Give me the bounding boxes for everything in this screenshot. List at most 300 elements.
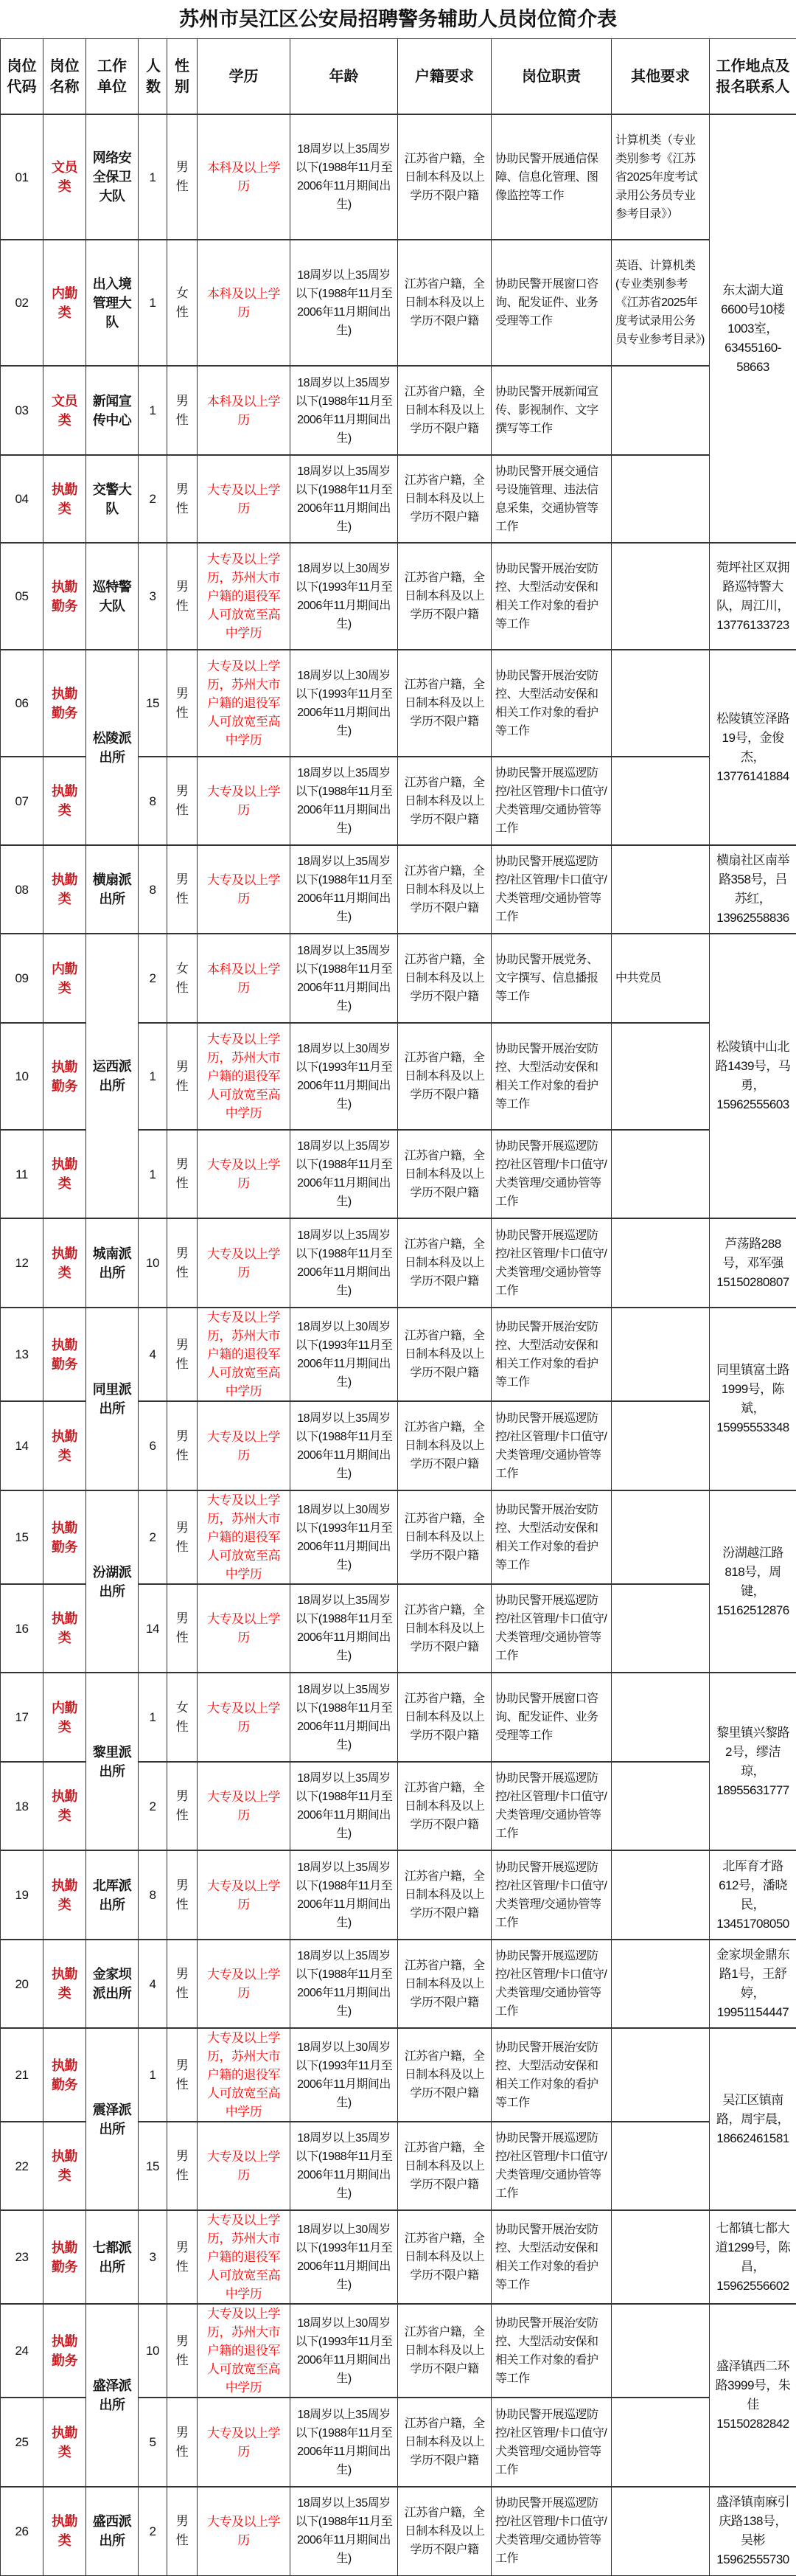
- headcount: 15: [146, 2159, 159, 2173]
- gender: 男性: [176, 394, 189, 427]
- education-cell: [198, 1762, 290, 1850]
- education: 大专及以上学历: [207, 873, 280, 906]
- work-location-contact: 汾湖越江路818号，周键，15162512876: [716, 1546, 789, 1617]
- table-row: [1, 2028, 796, 2122]
- position-name: 执勤类: [52, 482, 77, 516]
- position-name-cell: [43, 1940, 86, 2028]
- hukou-requirement-cell: [398, 240, 492, 366]
- hukou-requirement: 江苏省户籍，全日制本科及以上学历不限户籍: [405, 777, 485, 826]
- age-requirement: 18周岁以上30周岁以下(1993年11月至2006年11月期间出生): [296, 2223, 393, 2291]
- position-code-cell: [1, 1850, 43, 1940]
- position-code: 01: [15, 170, 29, 184]
- job-duty: 协助民警开展治安防控、大型活动安保和相关工作对象的看护等工作: [495, 2041, 598, 2109]
- gender: 男性: [176, 784, 189, 817]
- table-row: [1, 1218, 796, 1308]
- header-code: 岗位代码: [1, 39, 43, 115]
- page-title: 苏州市吴江区公安局招聘警务辅助人员岗位简介表: [0, 0, 796, 38]
- position-code: 24: [15, 2344, 29, 2358]
- age-requirement-cell: [290, 757, 398, 845]
- work-location-contact: 芦荡路288号，邓军强15150280807: [716, 1237, 789, 1289]
- job-duty: 协助民警开展巡逻防控/社区管理/卡口值守/犬类管理/交通协管等工作: [495, 1594, 607, 1662]
- work-unit: 城南派出所: [93, 1246, 132, 1280]
- position-code: 08: [15, 883, 29, 897]
- hukou-requirement-cell: [398, 1762, 492, 1850]
- other-requirement-cell: [612, 1584, 710, 1673]
- work-unit: 盛泽派出所: [93, 2378, 132, 2412]
- age-requirement-cell: [290, 1401, 398, 1490]
- work-location-contact: 松陵镇中山北路1439号，马勇，15962555603: [716, 1040, 791, 1111]
- table-row: [1, 650, 796, 757]
- position-code: 20: [15, 1977, 29, 1991]
- age-requirement-cell: [290, 1130, 398, 1218]
- work-unit-cell: [86, 366, 139, 455]
- job-duty-cell: [492, 114, 612, 240]
- position-code: 23: [15, 2250, 29, 2264]
- hukou-requirement: 江苏省户籍，全日制本科及以上学历不限户籍: [405, 1604, 485, 1653]
- work-unit: 出入境管理大队: [93, 277, 132, 330]
- hukou-requirement-cell: [398, 1850, 492, 1940]
- education-cell: [198, 1401, 290, 1490]
- other-requirement-cell: [612, 934, 710, 1023]
- position-name: 执勤勤务: [52, 580, 77, 614]
- gender: 男性: [176, 2514, 189, 2547]
- job-duty-cell: [492, 1584, 612, 1673]
- job-duty-cell: [492, 2210, 612, 2304]
- header-hukou: 户籍要求: [398, 39, 492, 115]
- hukou-requirement: 江苏省户籍，全日制本科及以上学历不限户籍: [405, 2507, 485, 2556]
- hukou-requirement: 江苏省户籍，全日制本科及以上学历不限户籍: [405, 1693, 485, 1742]
- position-name: 内勤类: [52, 286, 77, 320]
- headcount: 1: [150, 403, 156, 417]
- headcount: 15: [146, 696, 159, 710]
- education: 大专及以上学历: [207, 1247, 280, 1280]
- headcount-cell: [139, 650, 167, 757]
- gender-cell: [167, 1130, 198, 1218]
- gender-cell: [167, 240, 198, 366]
- position-name: 执勤勤务: [52, 1521, 77, 1555]
- position-code-cell: [1, 650, 43, 757]
- headcount-cell: [139, 114, 167, 240]
- headcount: 6: [150, 1439, 156, 1453]
- header-duty: 岗位职责: [492, 39, 612, 115]
- job-duty-cell: [492, 1023, 612, 1130]
- gender-cell: [167, 650, 198, 757]
- position-name-cell: [43, 114, 86, 240]
- table-row: [1, 934, 796, 1023]
- header-education: 学历: [198, 39, 290, 115]
- gender-cell: [167, 934, 198, 1023]
- age-requirement-cell: [290, 1762, 398, 1850]
- work-location-contact-cell: [710, 934, 796, 1218]
- education: 大专及以上学历: [207, 1879, 280, 1912]
- headcount-cell: [139, 2210, 167, 2304]
- age-requirement: 18周岁以上35周岁以下(1988年11月至2006年11月期间出生): [296, 2132, 393, 2200]
- position-code: 10: [15, 1069, 29, 1083]
- work-location-contact: 同里镇富土路1999号，陈斌，15995553348: [716, 1363, 789, 1434]
- work-unit: 松陵派出所: [93, 731, 132, 765]
- work-unit-cell: [86, 1850, 139, 1940]
- age-requirement: 18周岁以上35周岁以下(1988年11月至2006年11月期间出生): [296, 465, 393, 533]
- gender: 男性: [176, 1878, 189, 1912]
- education-cell: [198, 1673, 290, 1762]
- position-code: 06: [15, 696, 29, 710]
- position-code: 12: [15, 1256, 29, 1270]
- age-requirement-cell: [290, 455, 398, 543]
- age-requirement-cell: [290, 543, 398, 650]
- work-location-contact-cell: [710, 1218, 796, 1308]
- work-unit: 黎里派出所: [93, 1745, 132, 1779]
- education: 大专及以上学历: [207, 785, 280, 817]
- headcount: 5: [150, 2435, 156, 2449]
- work-location-contact-cell: [710, 2028, 796, 2210]
- hukou-requirement-cell: [398, 1584, 492, 1673]
- other-requirement-cell: [612, 114, 710, 240]
- hukou-requirement-cell: [398, 757, 492, 845]
- position-name: 执勤类: [52, 1157, 77, 1191]
- hukou-requirement-cell: [398, 543, 492, 650]
- job-duty: 协助民警开展巡逻防控/社区管理/卡口值守/犬类管理/交通协管等工作: [495, 1229, 607, 1297]
- position-code: 26: [15, 2524, 29, 2538]
- job-duty: 协助民警开展巡逻防控/社区管理/卡口值守/犬类管理/交通协管等工作: [495, 855, 607, 923]
- hukou-requirement: 江苏省户籍，全日制本科及以上学历不限户籍: [405, 2050, 485, 2100]
- age-requirement: 18周岁以上35周岁以下(1988年11月至2006年11月期间出生): [296, 767, 393, 835]
- work-unit: 震泽派出所: [93, 2103, 132, 2136]
- job-duty: 协助民警开展巡逻防控/社区管理/卡口值守/犬类管理/交通协管等工作: [495, 2132, 607, 2200]
- age-requirement: 18周岁以上30周岁以下(1993年11月至2006年11月期间出生): [296, 670, 393, 737]
- headcount-cell: [139, 2398, 167, 2487]
- education-cell: [198, 757, 290, 845]
- headcount: 8: [150, 794, 156, 808]
- work-unit-cell: [86, 1673, 139, 1850]
- age-requirement-cell: [290, 2398, 398, 2487]
- education-cell: [198, 1130, 290, 1218]
- position-name-cell: [43, 2398, 86, 2487]
- hukou-requirement: 江苏省户籍，全日制本科及以上学历不限户籍: [405, 1513, 485, 1562]
- gender-cell: [167, 845, 198, 934]
- age-requirement-cell: [290, 1218, 398, 1308]
- table-row: [1, 1673, 796, 1762]
- education: 大专及以上学历: [207, 1701, 280, 1734]
- headcount-cell: [139, 1762, 167, 1850]
- position-name: 执勤类: [52, 1789, 77, 1823]
- education: 大专及以上学历: [207, 483, 280, 515]
- headcount: 10: [146, 2344, 159, 2358]
- hukou-requirement: 江苏省户籍，全日制本科及以上学历不限户籍: [405, 572, 485, 621]
- job-duty: 协助民警开展巡逻防控/社区管理/卡口值守/犬类管理/交通协管等工作: [495, 2497, 607, 2565]
- job-duty: 协助民警开展窗口咨询、配发证件、业务受理等工作: [495, 1693, 598, 1742]
- job-duty-cell: [492, 543, 612, 650]
- work-location-contact-cell: [710, 1308, 796, 1490]
- gender-cell: [167, 2487, 198, 2575]
- gender: 男性: [176, 160, 189, 193]
- headcount-cell: [139, 934, 167, 1023]
- education-cell: [198, 650, 290, 757]
- headcount-cell: [139, 1308, 167, 1401]
- work-unit-cell: [86, 455, 139, 543]
- work-location-contact-cell: [710, 2487, 796, 2575]
- job-duty: 协助民警开展党务、文字撰写、信息播报等工作: [495, 954, 598, 1003]
- position-name-cell: [43, 934, 86, 1023]
- job-duty: 协助民警开展治安防控、大型活动安保和相关工作对象的看护等工作: [495, 2317, 598, 2385]
- other-requirement-cell: [612, 366, 710, 455]
- age-requirement: 18周岁以上35周岁以下(1988年11月至2006年11月期间出生): [296, 855, 393, 923]
- headcount-cell: [139, 1401, 167, 1490]
- hukou-requirement-cell: [398, 1490, 492, 1584]
- age-requirement: 18周岁以上35周岁以下(1988年11月至2006年11月期间出生): [296, 2497, 393, 2565]
- other-requirement-cell: [612, 1401, 710, 1490]
- gender: 男性: [176, 2240, 189, 2274]
- job-duty-cell: [492, 1218, 612, 1308]
- position-code-cell: [1, 1762, 43, 1850]
- gender-cell: [167, 543, 198, 650]
- hukou-requirement: 江苏省户籍，全日制本科及以上学历不限户籍: [405, 1782, 485, 1831]
- work-location-contact-cell: [710, 1850, 796, 1940]
- header-gender: 性别: [167, 39, 198, 115]
- work-location-contact: 金家坝金鼎东路1号，王舒婷，19951154447: [716, 1948, 789, 2019]
- headcount: 8: [150, 883, 156, 897]
- hukou-requirement: 江苏省户籍，全日制本科及以上学历不限户籍: [405, 2142, 485, 2191]
- hukou-requirement: 江苏省户籍，全日制本科及以上学历不限户籍: [405, 1959, 485, 2009]
- headcount-cell: [139, 1850, 167, 1940]
- job-duty: 协助民警开展治安防控、大型活动安保和相关工作对象的看护等工作: [495, 563, 598, 631]
- hukou-requirement-cell: [398, 845, 492, 934]
- hukou-requirement-cell: [398, 366, 492, 455]
- education: 大专及以上学历: [207, 1968, 280, 2000]
- other-requirement-cell: [612, 2210, 710, 2304]
- job-duty-cell: [492, 845, 612, 934]
- work-unit: 北厍派出所: [93, 1878, 132, 1912]
- position-code-cell: [1, 240, 43, 366]
- position-code-cell: [1, 1490, 43, 1584]
- gender: 男性: [176, 1789, 189, 1822]
- headcount: 2: [150, 971, 156, 985]
- gender: 男性: [176, 2058, 189, 2091]
- gender-cell: [167, 114, 198, 240]
- position-code: 13: [15, 1347, 29, 1361]
- headcount-cell: [139, 2028, 167, 2122]
- job-duty-cell: [492, 1130, 612, 1218]
- hukou-requirement: 江苏省户籍，全日制本科及以上学历不限户籍: [405, 1870, 485, 1920]
- other-requirement-cell: [612, 1130, 710, 1218]
- hukou-requirement-cell: [398, 114, 492, 240]
- position-name: 内勤类: [52, 1701, 77, 1735]
- gender-cell: [167, 1218, 198, 1308]
- gender-cell: [167, 2398, 198, 2487]
- position-code-cell: [1, 455, 43, 543]
- headcount: 2: [150, 1799, 156, 1813]
- position-name: 执勤类: [52, 2426, 77, 2459]
- position-name-cell: [43, 240, 86, 366]
- gender: 男性: [176, 1157, 189, 1190]
- job-duty: 协助民警开展新闻宣传、影视制作、文字撰写等工作: [495, 386, 598, 435]
- education-cell: [198, 2487, 290, 2575]
- work-unit-cell: [86, 1218, 139, 1308]
- work-unit-cell: [86, 543, 139, 650]
- header-age: 年龄: [290, 39, 398, 115]
- header-other: 其他要求: [612, 39, 710, 115]
- work-unit-cell: [86, 1940, 139, 2028]
- position-code-cell: [1, 1584, 43, 1673]
- gender-cell: [167, 2210, 198, 2304]
- job-duty: 协助民警开展治安防控、大型活动安保和相关工作对象的看护等工作: [495, 2223, 598, 2291]
- job-duty: 协助民警开展巡逻防控/社区管理/卡口值守/犬类管理/交通协管等工作: [495, 1140, 607, 1208]
- gender: 男性: [176, 1967, 189, 2000]
- hukou-requirement-cell: [398, 1023, 492, 1130]
- education: 大专及以上学历: [207, 2426, 280, 2459]
- headcount: 2: [150, 2524, 156, 2538]
- gender-cell: [167, 455, 198, 543]
- hukou-requirement: 江苏省户籍，全日制本科及以上学历不限户籍: [405, 678, 485, 728]
- job-duty-cell: [492, 240, 612, 366]
- position-code-cell: [1, 1023, 43, 1130]
- age-requirement: 18周岁以上30周岁以下(1993年11月至2006年11月期间出生): [296, 1321, 393, 1389]
- headcount: 4: [150, 1977, 156, 1991]
- position-name: 执勤勤务: [52, 687, 77, 721]
- age-requirement: 18周岁以上30周岁以下(1993年11月至2006年11月期间出生): [296, 2041, 393, 2109]
- age-requirement: 18周岁以上35周岁以下(1988年11月至2006年11月期间出生): [296, 1412, 393, 1480]
- position-code: 25: [15, 2435, 29, 2449]
- position-name-cell: [43, 1673, 86, 1762]
- age-requirement-cell: [290, 2210, 398, 2304]
- work-location-contact: 松陵镇笠泽路19号，金俊杰，13776141884: [716, 712, 789, 783]
- work-location-contact-cell: [710, 2210, 796, 2304]
- other-requirement-cell: [612, 2304, 710, 2398]
- job-duty-cell: [492, 1940, 612, 2028]
- position-name: 执勤类: [52, 1246, 77, 1280]
- gender: 男性: [176, 872, 189, 906]
- age-requirement-cell: [290, 240, 398, 366]
- headcount: 1: [150, 296, 156, 310]
- work-unit: 运西派出所: [93, 1059, 132, 1093]
- education-cell: [198, 2122, 290, 2210]
- hukou-requirement: 江苏省户籍，全日制本科及以上学历不限户籍: [405, 153, 485, 202]
- age-requirement-cell: [290, 650, 398, 757]
- position-name: 文员类: [52, 394, 77, 428]
- position-name: 内勤类: [52, 962, 77, 996]
- job-duty-cell: [492, 2304, 612, 2398]
- hukou-requirement-cell: [398, 2398, 492, 2487]
- position-name: 执勤勤务: [52, 2334, 77, 2368]
- position-name-cell: [43, 2028, 86, 2122]
- other-requirement-cell: [612, 1490, 710, 1584]
- age-requirement-cell: [290, 845, 398, 934]
- gender: 男性: [176, 1246, 189, 1280]
- gender-cell: [167, 2028, 198, 2122]
- position-name-cell: [43, 1490, 86, 1584]
- work-location-contact: 北厍育才路612号，潘晓民，13451708050: [716, 1859, 789, 1931]
- position-code: 16: [15, 1622, 29, 1636]
- age-requirement: 18周岁以上35周岁以下(1988年11月至2006年11月期间出生): [296, 2409, 393, 2476]
- position-name-cell: [43, 1130, 86, 1218]
- position-name-cell: [43, 1023, 86, 1130]
- position-code: 18: [15, 1799, 29, 1813]
- hukou-requirement-cell: [398, 1308, 492, 1401]
- position-code: 07: [15, 794, 29, 808]
- position-code-cell: [1, 1218, 43, 1308]
- headcount: 14: [146, 1622, 159, 1636]
- age-requirement-cell: [290, 1490, 398, 1584]
- gender-cell: [167, 2304, 198, 2398]
- age-requirement-cell: [290, 2028, 398, 2122]
- table-body: [1, 114, 796, 2575]
- other-requirement-cell: [612, 1850, 710, 1940]
- hukou-requirement: 江苏省户籍，全日制本科及以上学历不限户籍: [405, 1052, 485, 1101]
- hukou-requirement-cell: [398, 1673, 492, 1762]
- position-name: 执勤勤务: [52, 2240, 77, 2274]
- headcount-cell: [139, 2487, 167, 2575]
- table-row: [1, 1490, 796, 1584]
- position-code-cell: [1, 845, 43, 934]
- table-row: [1, 1850, 796, 1940]
- gender: 女性: [176, 1701, 189, 1734]
- other-requirement-cell: [612, 1673, 710, 1762]
- job-duty-cell: [492, 1401, 612, 1490]
- work-location-contact: 盛泽镇西二环路3999号，朱佳15150282842: [716, 2359, 791, 2431]
- other-requirement-cell: [612, 1940, 710, 2028]
- education: 大专及以上学历，苏州大市户籍的退役军人可放宽至高中学历: [207, 1032, 280, 1120]
- position-name-cell: [43, 1584, 86, 1673]
- position-code-cell: [1, 1130, 43, 1218]
- other-requirement: 英语、计算机类(专业类别参考《江苏省2025年度考试录用公务员专业参考目录》): [615, 260, 705, 346]
- education: 大专及以上学历: [207, 2150, 280, 2182]
- position-name: 执勤类: [52, 1611, 77, 1645]
- position-code-cell: [1, 1940, 43, 2028]
- position-name-cell: [43, 650, 86, 757]
- position-name: 执勤勤务: [52, 1338, 77, 1372]
- work-unit: 新闻宣传中心: [93, 394, 132, 428]
- gender-cell: [167, 1023, 198, 1130]
- headcount: 3: [150, 2250, 156, 2264]
- position-code: 02: [15, 296, 29, 310]
- education-cell: [198, 114, 290, 240]
- gender-cell: [167, 757, 198, 845]
- other-requirement-cell: [612, 2122, 710, 2210]
- education-cell: [198, 455, 290, 543]
- position-name: 执勤类: [52, 1878, 77, 1912]
- table-row: [1, 1308, 796, 1401]
- position-code-cell: [1, 366, 43, 455]
- work-unit-cell: [86, 114, 139, 240]
- gender: 男性: [176, 2149, 189, 2182]
- other-requirement-cell: [612, 240, 710, 366]
- work-location-contact: 吴江区镇南路，周宇晨，18662461581: [716, 2093, 789, 2145]
- position-name-cell: [43, 1850, 86, 1940]
- other-requirement-cell: [612, 2487, 710, 2575]
- work-location-contact-cell: [710, 114, 796, 543]
- work-unit-cell: [86, 240, 139, 366]
- age-requirement-cell: [290, 1023, 398, 1130]
- position-name-cell: [43, 1762, 86, 1850]
- gender: 男性: [176, 2426, 189, 2459]
- hukou-requirement: 江苏省户籍，全日制本科及以上学历不限户籍: [405, 2326, 485, 2375]
- other-requirement-cell: [612, 1023, 710, 1130]
- hukou-requirement-cell: [398, 455, 492, 543]
- job-duty: 协助民警开展巡逻防控/社区管理/卡口值守/犬类管理/交通协管等工作: [495, 1950, 607, 2018]
- gender: 男性: [176, 1060, 189, 1093]
- headcount-cell: [139, 240, 167, 366]
- gender: 男性: [176, 1338, 189, 1371]
- position-name: 执勤类: [52, 872, 77, 906]
- job-duty: 协助民警开展通信保障、信息化管理、图像监控等工作: [495, 153, 598, 202]
- hukou-requirement: 江苏省户籍，全日制本科及以上学历不限户籍: [405, 1330, 485, 1379]
- age-requirement-cell: [290, 2487, 398, 2575]
- job-duty: 协助民警开展巡逻防控/社区管理/卡口值守/犬类管理/交通协管等工作: [495, 1772, 607, 1840]
- job-duty-cell: [492, 366, 612, 455]
- hukou-requirement-cell: [398, 1130, 492, 1218]
- hukou-requirement: 江苏省户籍，全日制本科及以上学历不限户籍: [405, 1150, 485, 1199]
- position-code-cell: [1, 1308, 43, 1401]
- headcount-cell: [139, 1490, 167, 1584]
